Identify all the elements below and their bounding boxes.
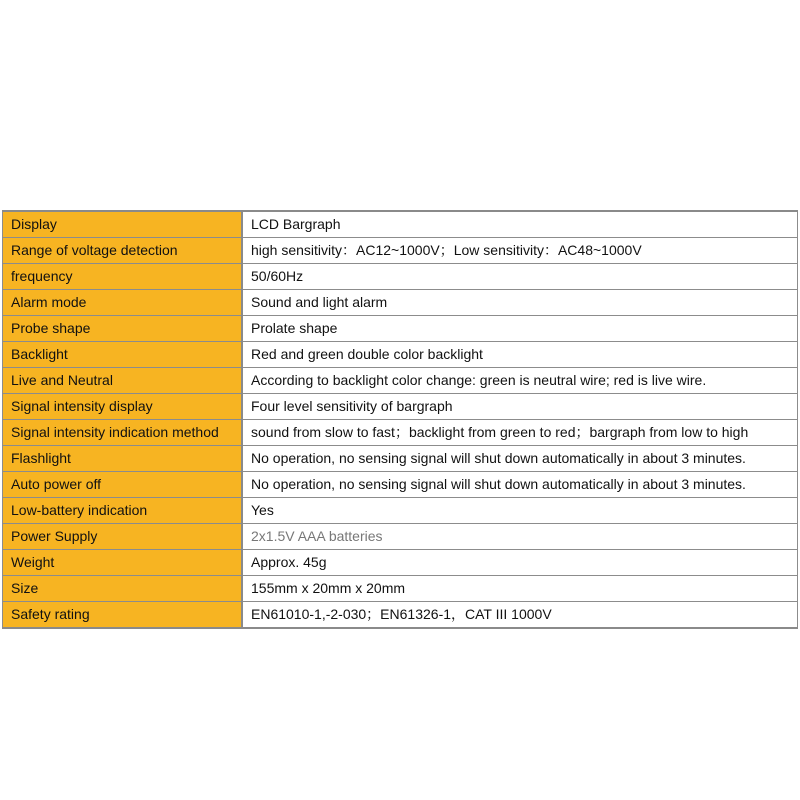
row-label: Size [3,576,243,602]
row-value: Sound and light alarm [242,290,798,316]
row-value: 50/60Hz [242,264,798,290]
table-row [3,420,798,446]
row-value: No operation, no sensing signal will shut down automatically in about 3 minutes. [242,472,798,498]
table-row [3,524,798,550]
row-label: Signal intensity indication method [3,420,243,446]
row-value: high sensitivity：AC12~1000V；Low sensitivity：AC48~1000V [242,238,798,264]
row-label: Display [3,211,243,238]
row-label: Alarm mode [3,290,243,316]
row-value: LCD Bargraph [242,211,798,238]
row-label: Signal intensity display [3,394,243,420]
row-label: Range of voltage detection [3,238,243,264]
row-label: Weight [3,550,243,576]
row-value: 2x1.5V AAA batteries [242,524,798,550]
table-row [3,576,798,602]
table-row [3,472,798,498]
table-row [3,498,798,524]
row-value: According to backlight color change: green is neutral wire; red is live wire. [242,368,798,394]
row-label: frequency [3,264,243,290]
table-row [3,238,798,264]
row-value: No operation, no sensing signal will shut down automatically in about 3 minutes. [242,446,798,472]
table-row [3,342,798,368]
table-row [3,316,798,342]
row-label: Probe shape [3,316,243,342]
row-value: Prolate shape [242,316,798,342]
table-row [3,602,798,629]
row-label: Power Supply [3,524,243,550]
row-label: Live and Neutral [3,368,243,394]
row-value: Approx. 45g [242,550,798,576]
row-label: Auto power off [3,472,243,498]
table-row [3,264,798,290]
table-row [3,550,798,576]
row-value: Yes [242,498,798,524]
row-label: Safety rating [3,602,243,629]
row-value: sound from slow to fast；backlight from green to red；bargraph from low to high [242,420,798,446]
spec-table [2,210,798,629]
row-label: Backlight [3,342,243,368]
table-row [3,446,798,472]
row-label: Flashlight [3,446,243,472]
row-value: EN61010-1,-2-030；EN61326-1，CAT III 1000V [242,602,798,629]
row-label: Low-battery indication [3,498,243,524]
table-row [3,211,798,238]
row-value: Red and green double color backlight [242,342,798,368]
table-row [3,368,798,394]
table-row [3,394,798,420]
row-value: 155mm x 20mm x 20mm [242,576,798,602]
row-value: Four level sensitivity of bargraph [242,394,798,420]
table-row [3,290,798,316]
